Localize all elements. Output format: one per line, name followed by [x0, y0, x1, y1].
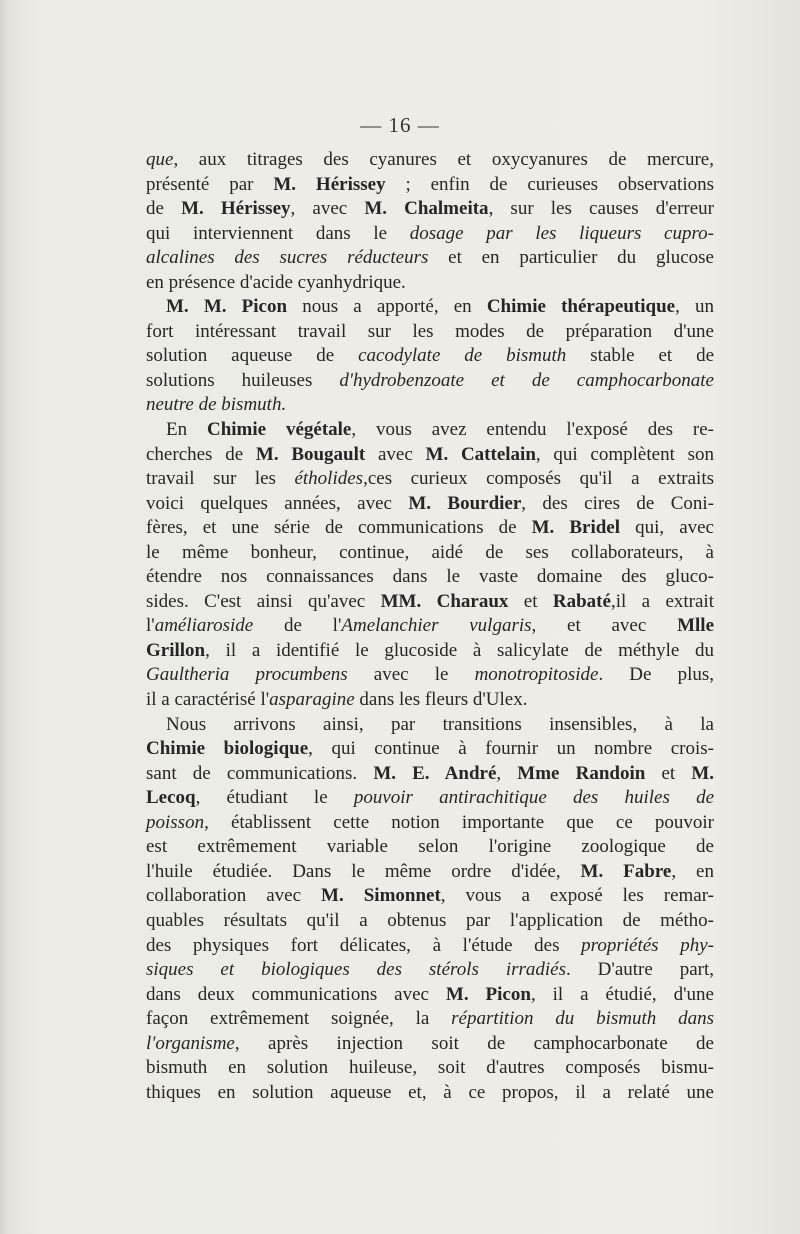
bold-name: M. M. Picon: [166, 296, 288, 318]
text-line: [146, 173, 714, 198]
bold-name: Chimie thérapeutique: [486, 296, 676, 318]
text-line: [146, 614, 714, 639]
text-line: [146, 835, 714, 860]
text-span: . D'autre part,: [566, 959, 715, 981]
italic-text: d'hydrobenzoate et de camphocarbonate: [339, 369, 714, 391]
text-span: l'huile étudiée. Dans le même ordre d'idée,: [146, 860, 581, 882]
text-span: solutions huileuses: [146, 369, 340, 391]
text-line: [146, 443, 714, 468]
text-span: des physiques fort délicates, à l'étude des: [146, 934, 582, 956]
text-span: nous a apporté, en: [287, 296, 487, 318]
text-span: collaboration avec: [146, 885, 322, 907]
italic-text: que: [146, 149, 174, 170]
text-span: , sur les causes d'erreur: [488, 198, 714, 220]
bold-name: MM. Charaux: [380, 590, 509, 612]
text-line: [146, 958, 714, 983]
text-line: [146, 1056, 714, 1081]
text-line: [146, 1081, 714, 1106]
italic-text: cacodylate de bismuth: [358, 345, 567, 367]
text-line: [146, 492, 714, 517]
text-line: [146, 320, 714, 345]
text-span: cherches de: [146, 443, 256, 465]
text-span: , après injection soit de camphocarbonate de: [234, 1032, 714, 1054]
text-line: [146, 688, 714, 713]
text-span: ,: [496, 762, 518, 784]
bold-name: Mme Randoin: [517, 762, 646, 784]
text-line: [146, 222, 714, 247]
text-line: [146, 663, 714, 688]
italic-text: Amelanchier vulgaris: [341, 615, 532, 637]
text-span: dans les fleurs d'Ulex.: [354, 689, 528, 711]
bold-name: M. Hérissey: [181, 198, 291, 220]
italic-text: monotropitoside: [474, 664, 599, 686]
italic-text: répartition du bismuth dans: [451, 1008, 714, 1030]
text-line: [146, 1007, 714, 1032]
text-span: qui interviennent dans le: [146, 222, 410, 244]
text-span: fères, et une série de communications de: [146, 517, 532, 539]
text-span: Nous arrivons ainsi, par transitions insensibles, à la: [166, 713, 714, 735]
text-line: [146, 369, 714, 394]
bold-name: M. Bougault: [255, 443, 366, 465]
bold-name: M. Hérissey: [273, 173, 386, 195]
text-span: il a caractérisé l': [146, 689, 270, 711]
text-span: étendre nos connaissances dans le vaste domaine des gluco-: [146, 566, 714, 588]
text-line: [146, 811, 714, 836]
text-span: , vous avez entendu l'exposé des re-: [351, 419, 715, 441]
text-span: avec: [365, 443, 426, 465]
text-span: , établissent cette notion importante que ce pouvoir: [204, 811, 714, 833]
text-line: [146, 737, 714, 762]
text-span: stable et de: [566, 345, 714, 367]
text-span: ,il a extrait: [610, 590, 714, 612]
text-span: qui, avec: [620, 517, 714, 539]
text-span: , aux titrages des cyanures et oxycyanures de mercure,: [173, 149, 714, 170]
text-span: de l': [253, 615, 342, 637]
text-line: [146, 516, 714, 541]
text-line: [146, 983, 714, 1008]
text-line: [146, 418, 714, 443]
text-span: sides. C'est ainsi qu'avec: [146, 590, 381, 612]
text-line: [146, 884, 714, 909]
bold-name: Chimie végétale: [206, 419, 352, 441]
bold-name: M. Chalmeita: [364, 198, 489, 220]
bold-name: M. Bridel: [531, 517, 621, 539]
bold-name: M. Fabre: [580, 860, 672, 882]
text-span: fort intéressant travail sur les modes de préparation d'une: [146, 320, 714, 342]
text-line: [146, 786, 714, 811]
page-number: — 16 —: [360, 113, 440, 137]
text-span: , il a étudié, d'une: [530, 983, 714, 1005]
text-span: , qui continue à fournir un nombre crois-: [308, 738, 714, 760]
text-span: ,ces curieux composés qu'il a extraits: [363, 468, 714, 490]
text-line: [146, 762, 714, 787]
bold-name: Lecoq: [146, 787, 196, 809]
text-line: [146, 860, 714, 885]
text-line: [146, 295, 714, 320]
text-span: et: [508, 590, 553, 612]
italic-text: l'organisme: [146, 1032, 235, 1054]
italic-text: asparagine: [269, 689, 355, 711]
text-span: En: [166, 419, 207, 441]
text-line: [146, 639, 714, 664]
bold-name: M. E. André: [373, 762, 497, 784]
text-span: bismuth en solution huileuse, soit d'autres composés bismu-: [146, 1057, 714, 1079]
text-line: [146, 934, 714, 959]
text-span: , des cires de Coni-: [521, 492, 715, 514]
text-span: , un: [675, 296, 714, 318]
text-span: dans deux communications avec: [146, 983, 446, 1005]
text-line: [146, 197, 714, 222]
text-span: quables résultats qu'il a obtenus par l'application de métho-: [146, 909, 714, 931]
text-line: [146, 148, 714, 173]
text-span: , et avec: [531, 615, 678, 637]
text-span: sant de communications.: [146, 762, 374, 784]
text-line: [146, 565, 714, 590]
text-span: thiques en solution aqueuse et, à ce propos, il a relaté une: [146, 1081, 714, 1103]
italic-text: dosage par les liqueurs cupro-: [409, 222, 714, 244]
text-span: présenté par: [146, 173, 274, 195]
italic-text: améliaroside: [154, 615, 254, 637]
italic-text: siques et biologiques des stérols irradiés: [146, 959, 566, 981]
bold-name: Chimie biologique: [146, 738, 309, 760]
text-span: , qui complètent son: [535, 443, 714, 465]
text-line: [146, 590, 714, 615]
text-span: en présence d'acide cyanhydrique.: [146, 271, 406, 293]
italic-text: étholides: [294, 468, 364, 490]
text-line: [146, 467, 714, 492]
bold-name: M. Simonnet: [321, 885, 441, 907]
text-span: et en particulier du glucose: [428, 247, 714, 269]
italic-text: alcalines des sucres réducteurs: [146, 247, 429, 269]
text-line: [146, 393, 714, 418]
text-span: est extrêmement variable selon l'origine zoologique de: [146, 836, 714, 858]
text-span: , étudiant le: [195, 787, 354, 809]
italic-text: poisson: [146, 811, 205, 833]
text-line: [146, 909, 714, 934]
bold-name: M. Picon: [445, 983, 531, 1005]
text-span: , en: [671, 860, 714, 882]
bold-name: M. Bourdier: [408, 492, 522, 514]
bold-name: Mlle: [677, 615, 715, 637]
italic-text: Gaultheria procumbens: [146, 664, 348, 686]
text-span: ; enfin de curieuses observations: [385, 173, 714, 195]
text-span: travail sur les: [146, 468, 295, 490]
text-span: le même bonheur, continue, aidé de ses collaborateurs, à: [146, 541, 714, 563]
text-span: , il a identifié le glucoside à salicylate de méthyle du: [205, 639, 714, 661]
text-span: , avec: [290, 198, 365, 220]
text-line: [146, 1032, 714, 1057]
bold-name: M.: [691, 762, 714, 784]
italic-text: pouvoir antirachitique des huiles de: [353, 787, 714, 809]
page-edge: [0, 0, 10, 1234]
body-text: [146, 148, 714, 1105]
text-line: [146, 271, 714, 296]
bold-name: Rabaté: [552, 590, 611, 612]
text-span: solution aqueuse de: [146, 345, 359, 367]
text-span: avec le: [347, 664, 475, 686]
text-line: [146, 541, 714, 566]
text-line: [146, 246, 714, 271]
text-span: . De plus,: [598, 664, 715, 686]
text-span: façon extrêmement soignée, la: [146, 1008, 452, 1030]
text-span: voici quelques années, avec: [146, 492, 409, 514]
text-span: et: [645, 762, 692, 784]
italic-text: neutre de bismuth.: [146, 394, 287, 416]
text-span: l': [146, 615, 155, 637]
text-span: , vous a exposé les remar-: [440, 885, 714, 907]
bold-name: M. Cattelain: [425, 443, 536, 465]
text-line: [146, 713, 714, 738]
italic-text: propriétés phy-: [581, 934, 714, 956]
text-line: [146, 344, 714, 369]
bold-name: Grillon: [146, 639, 206, 661]
text-span: de: [146, 198, 182, 220]
